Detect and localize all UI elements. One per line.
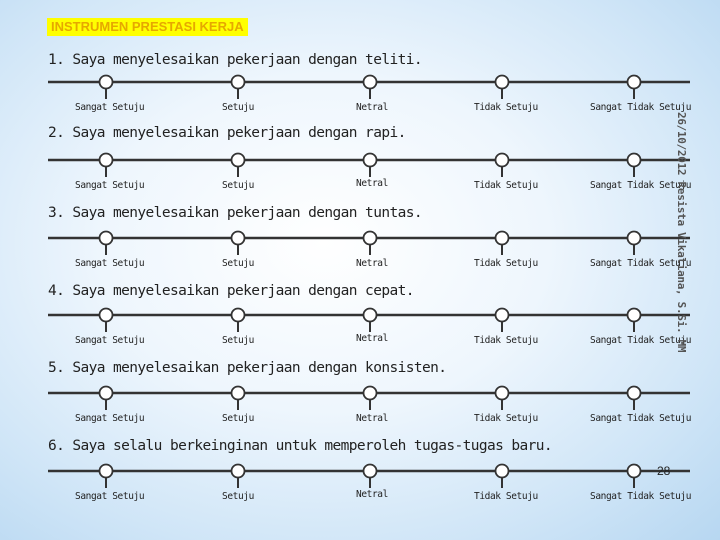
scale-option-circle[interactable] — [496, 387, 509, 400]
scale-option-circle[interactable] — [232, 309, 245, 322]
date-author-vertical-text — [674, 112, 688, 353]
scale-label: Setuju — [222, 258, 254, 269]
scale-label: Setuju — [222, 180, 254, 191]
question-2: 2. Saya menyelesaikan pekerjaan dengan rapi. — [48, 125, 406, 141]
scale-option-circle[interactable] — [496, 309, 509, 322]
scale-option-circle[interactable] — [364, 465, 377, 478]
question-3: 3. Saya menyelesaikan pekerjaan dengan tuntas. — [48, 205, 422, 221]
scale-option-circle[interactable] — [496, 76, 509, 89]
scale-option-circle[interactable] — [496, 465, 509, 478]
scale-label: Sangat Tidak Setuju — [590, 258, 692, 269]
likert-scale-1 — [0, 72, 720, 112]
scale-option-circle[interactable] — [364, 309, 377, 322]
question-5: 5. Saya menyelesaikan pekerjaan dengan konsisten. — [48, 360, 447, 376]
scale-label: Setuju — [222, 413, 254, 424]
scale-option-circle[interactable] — [628, 76, 641, 89]
scale-label: Setuju — [222, 335, 254, 346]
scale-label: Netral — [356, 102, 388, 113]
scale-label: Sangat Tidak Setuju — [590, 413, 692, 424]
scale-label: Sangat Tidak Setuju — [590, 491, 692, 502]
scale-label: Tidak Setuju — [474, 258, 538, 269]
scale-label: Setuju — [222, 102, 254, 113]
scale-option-circle[interactable] — [364, 387, 377, 400]
scale-option-circle[interactable] — [232, 465, 245, 478]
scale-label: Sangat Tidak Setuju — [590, 180, 692, 191]
scale-option-circle[interactable] — [100, 465, 113, 478]
scale-label: Netral — [356, 258, 388, 269]
scale-option-circle[interactable] — [364, 76, 377, 89]
scale-option-circle[interactable] — [100, 154, 113, 167]
scale-label: Sangat Setuju — [75, 258, 145, 269]
scale-option-circle[interactable] — [364, 154, 377, 167]
scale-option-circle[interactable] — [628, 154, 641, 167]
scale-label: Tidak Setuju — [474, 102, 538, 113]
likert-scale-5 — [0, 383, 720, 423]
scale-option-circle[interactable] — [232, 387, 245, 400]
likert-scale-3 — [0, 228, 720, 268]
scale-option-circle[interactable] — [628, 465, 641, 478]
scale-label: Tidak Setuju — [474, 180, 538, 191]
scale-label: Netral — [356, 489, 388, 500]
page-number: 28 — [657, 464, 671, 478]
scale-label: Netral — [356, 413, 388, 424]
scale-option-circle[interactable] — [100, 387, 113, 400]
scale-label: Sangat Setuju — [75, 413, 145, 424]
scale-option-circle[interactable] — [496, 154, 509, 167]
scale-label: Sangat Tidak Setuju — [590, 102, 692, 113]
scale-label: Setuju — [222, 491, 254, 502]
scale-label: Sangat Setuju — [75, 491, 145, 502]
scale-option-circle[interactable] — [496, 232, 509, 245]
question-1: 1. Saya menyelesaikan pekerjaan dengan teliti. — [48, 52, 422, 68]
slide-title: INSTRUMEN PRESTASI KERJA — [47, 18, 248, 36]
scale-label: Sangat Tidak Setuju — [590, 335, 692, 346]
scale-label: Sangat Setuju — [75, 102, 145, 113]
question-6: 6. Saya selalu berkeinginan untuk memperoleh tugas-tugas baru. — [48, 438, 553, 454]
question-4: 4. Saya menyelesaikan pekerjaan dengan cepat. — [48, 283, 414, 299]
scale-label: Tidak Setuju — [474, 335, 538, 346]
scale-label: Netral — [356, 333, 388, 344]
likert-scale-6 — [0, 461, 720, 501]
likert-scale-2 — [0, 150, 720, 190]
scale-label: Sangat Setuju — [75, 180, 145, 191]
scale-option-circle[interactable] — [232, 76, 245, 89]
scale-label: Sangat Setuju — [75, 335, 145, 346]
scale-option-circle[interactable] — [628, 309, 641, 322]
likert-scale-4 — [0, 305, 720, 345]
scale-option-circle[interactable] — [100, 76, 113, 89]
scale-option-circle[interactable] — [628, 232, 641, 245]
scale-option-circle[interactable] — [364, 232, 377, 245]
scale-option-circle[interactable] — [100, 309, 113, 322]
scale-label: Tidak Setuju — [474, 413, 538, 424]
scale-option-circle[interactable] — [628, 387, 641, 400]
scale-option-circle[interactable] — [232, 154, 245, 167]
scale-option-circle[interactable] — [100, 232, 113, 245]
scale-label: Tidak Setuju — [474, 491, 538, 502]
date-author-text: 26/10/2012 Resista Vikaliana, S.Si. MM — [675, 112, 688, 353]
scale-option-circle[interactable] — [232, 232, 245, 245]
scale-label: Netral — [356, 178, 388, 189]
